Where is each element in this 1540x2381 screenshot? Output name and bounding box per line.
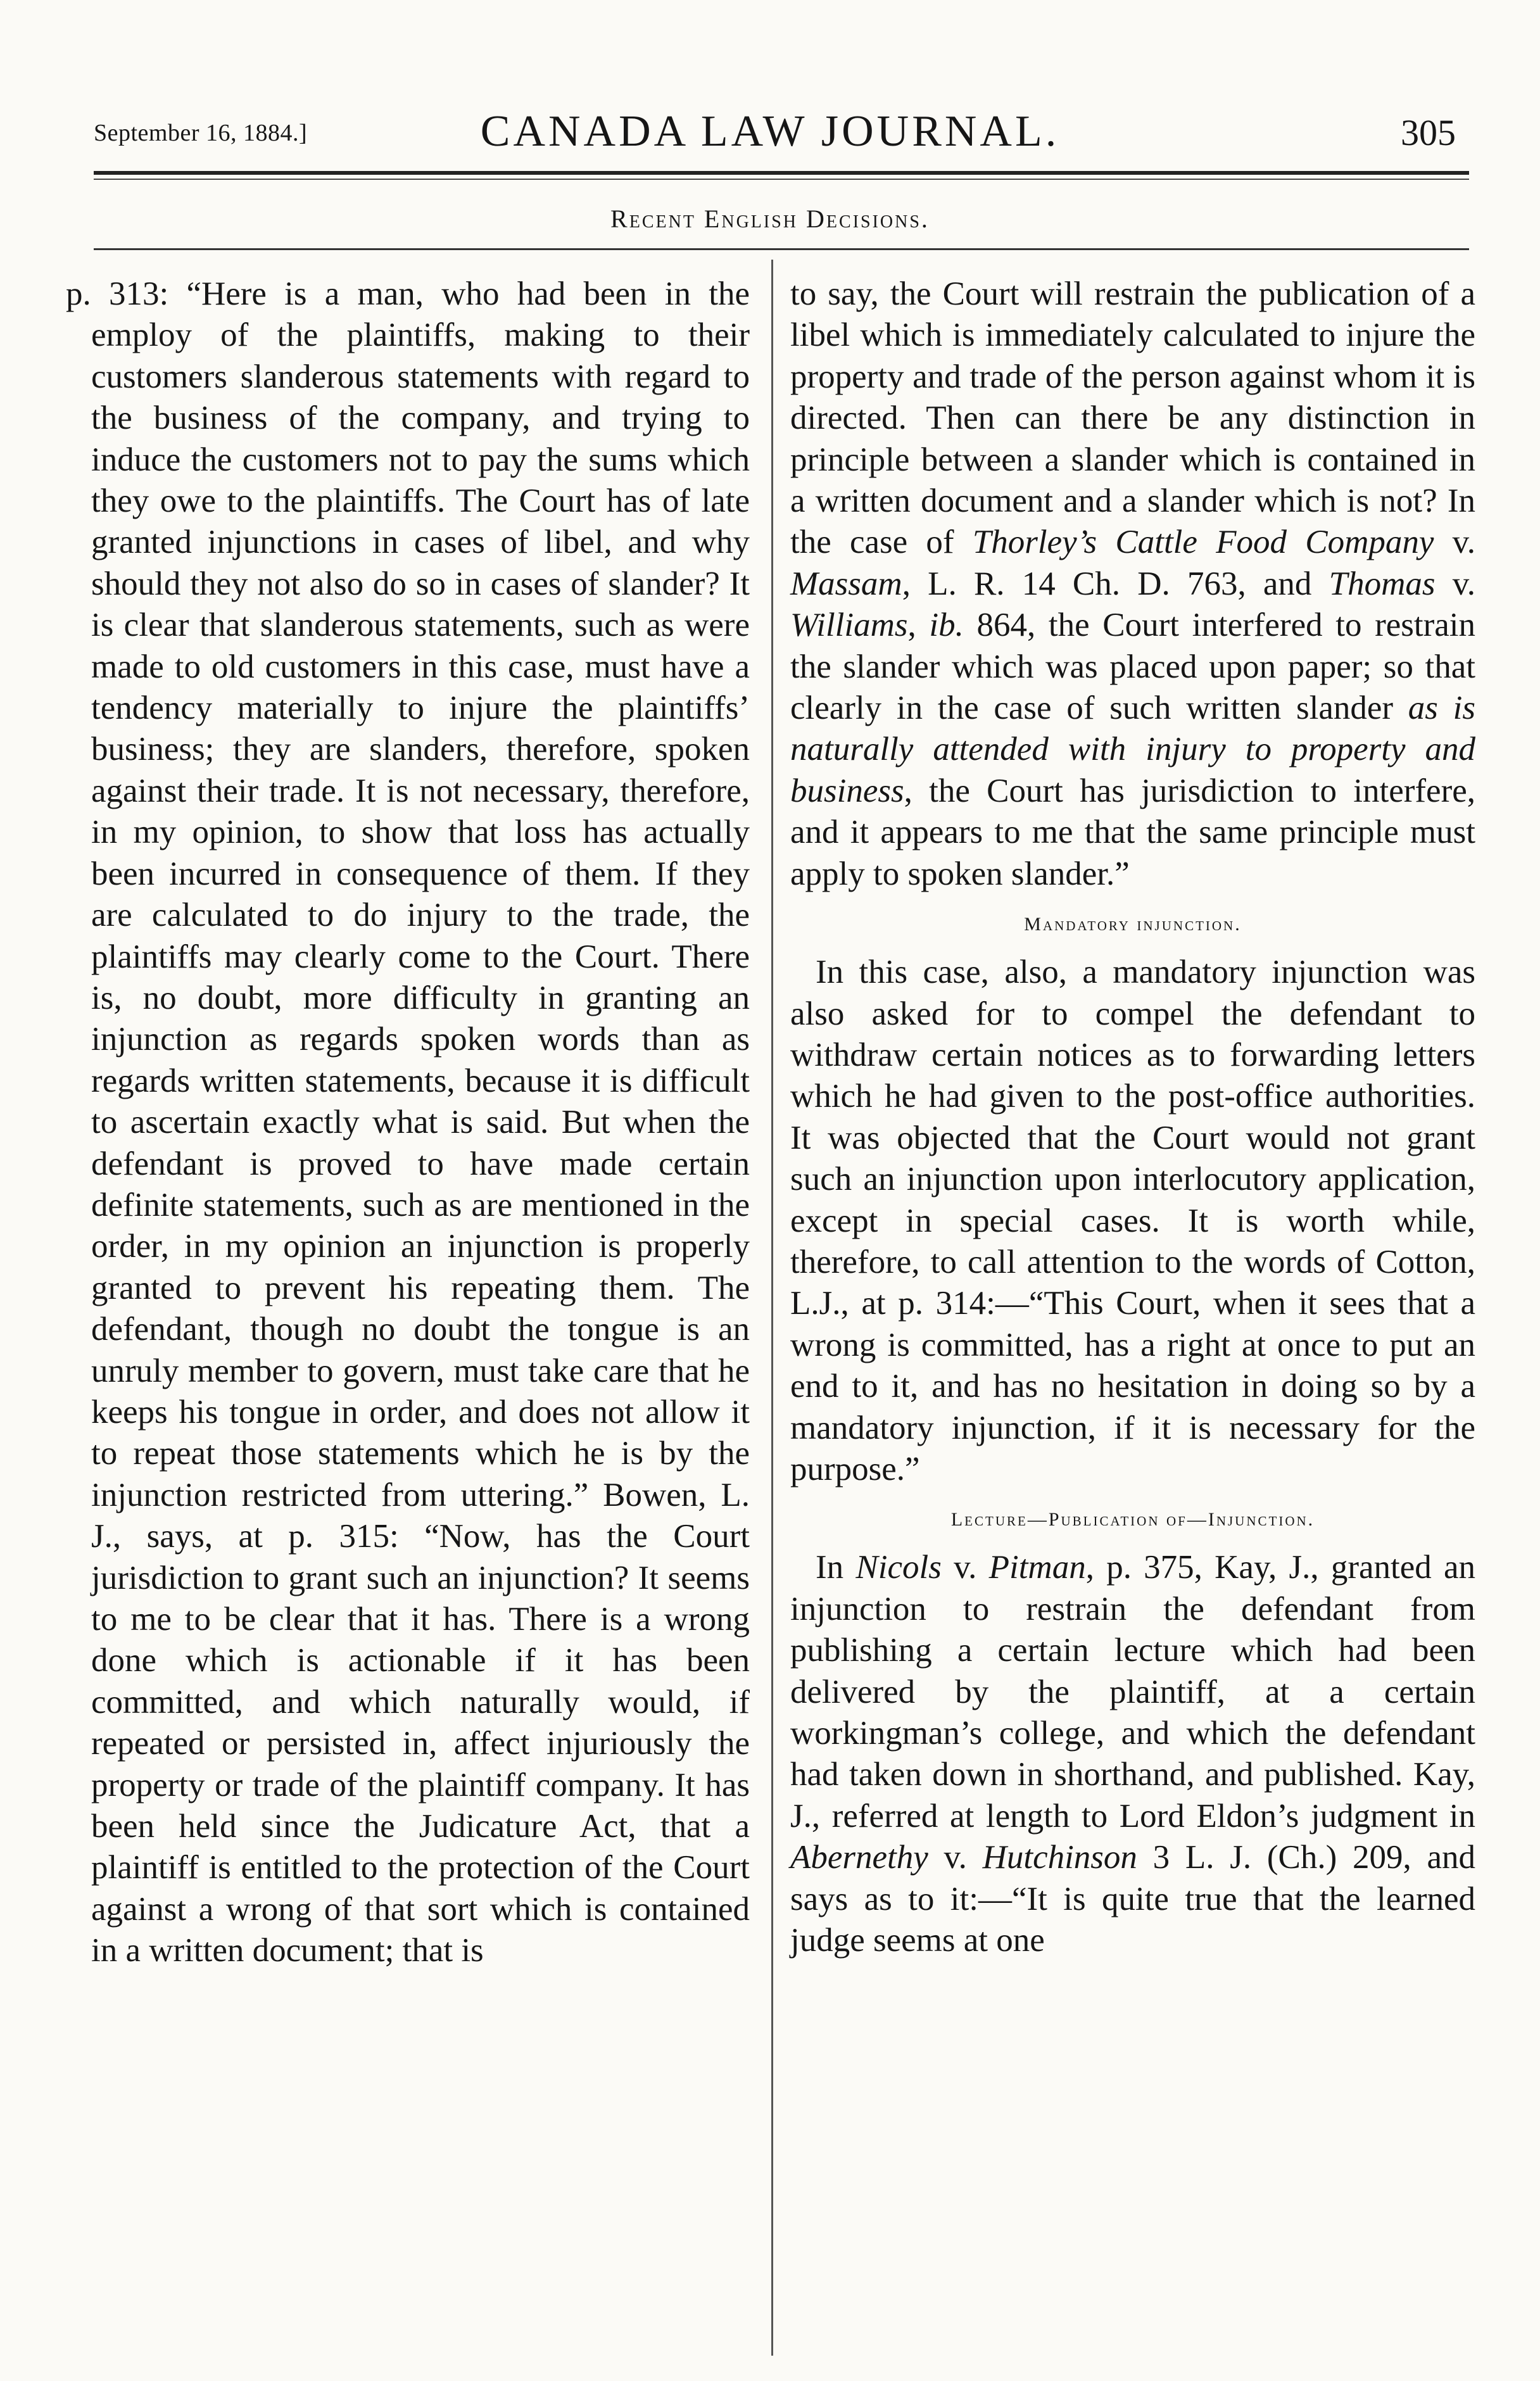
column-divider <box>771 260 773 2356</box>
header-rule-thick <box>94 171 1469 175</box>
continuation-paragraph: to say, the Court will restrain the publication of a libel which is immediately calculated to injure the property and trade of the person against whom it is directed. Then can there be any distinction in principle between a slander which is contained in a written document and a slander which is not? In the case of Thorley’s Cattle Food Company v. Massam, L. R. 14 Ch. D. 763, and Thomas v. Williams, ib. 864, the Court interfered to restrain the slander which was placed upon paper; so that clearly in the case of such written slander as is naturally attended with injury to property and business, the Court has jurisdiction to interfere, and it appears to me that the same principle must apply to spoken slander.” <box>790 275 1476 892</box>
party-name: Williams <box>790 607 908 644</box>
section-rule <box>94 248 1469 250</box>
left-column <box>66 274 750 1972</box>
case-name: Nicols <box>855 1549 942 1586</box>
case-name: Thorley’s Cattle Food Company <box>972 524 1434 561</box>
lecture-publication-paragraph: In Nicols v. Pitman, p. 375, Kay, J., granted an injunction to restrain the defendant from publishing a certain lecture which had been delivered by the plaintiff, at a certain workingman’s college, and which the defendant had taken down in shorthand, and published. Kay, J., referred at length to Lord Eldon’s judgment in Abernethy v. Hutchinson 3 L. J. (Ch.) 209, and says as to it:—“It is quite true that the learned judge seems at one <box>790 1549 1476 1959</box>
party-name: Hutchinson <box>982 1839 1137 1876</box>
case-name: Abernethy <box>790 1839 928 1876</box>
subheading-lecture-publication: Lecture—Publication of—Injunction. <box>950 1509 1315 1531</box>
right-column <box>790 274 1475 1961</box>
case-name: Thomas <box>1329 565 1436 602</box>
page-number: 305 <box>1401 112 1456 153</box>
emphasized-phrase: as is naturally attended with injury to property and business <box>790 690 1475 809</box>
left-column-text: p. 313: “Here is a man, who had been in the employ of the plaintiffs, making to their customers slanderous statements with regard to the business of the company, and trying to induce the customers not to pay the sums which they owe to the plaintiffs. The Court has of late granted injunctions in cases of libel, and why should they not also do so in cases of slander? It is clear that slanderous statements, such as were made to old customers in this case, must have a tendency materially to injure the plaintiffs’ business; they are slanders, therefore, spoken against their trade. It is not necessary, therefore, in my opinion, to show that loss has actually been incurred in consequence of them. If they are calculated to do injury to the trade, the plaintiffs may clearly come to the Court. There is, no doubt, more difficulty in granting an injunction as regards spoken words than as regards written statements, because it is difficult to ascertain exactly what is said. But when the defendant is proved to have made certain definite statements, such as are mentioned in the order, in my opinion an injunction is properly granted to prevent his repeating them. The defendant, though no doubt the tongue is an unruly member to govern, must take care that he keeps his tongue in order, and does not allow it to repeat those statements which he is by the injunction restricted from uttering.” Bowen, L. J., says, at p. 315: “Now, has the Court jurisdiction to grant such an injunction? It seems to me to be clear that it has. There is a wrong done which is actionable if it has been committed, and which naturally would, if repeated or persisted in, affect injuriously the property or trade of the plaintiff company. It has been held since the Judicature Act, that a plaintiff is entitled to the protection of the Court against a wrong of that sort which is contained in a written document; that is <box>66 275 750 1969</box>
issue-date: September 16, 1884.] <box>94 120 308 146</box>
party-name: Pitman <box>988 1549 1086 1586</box>
section-title: Recent English Decisions. <box>610 205 930 233</box>
ibid-reference: ib. <box>929 607 964 644</box>
subheading-mandatory-injunction: Mandatory injunction. <box>1024 914 1242 935</box>
journal-title: CANADA LAW JOURNAL. <box>480 107 1060 156</box>
party-name: Massam <box>790 565 902 602</box>
mandatory-injunction-paragraph: In this case, also, a mandatory injunction was also asked for to compel the defendant to withdraw certain notices as to forwarding letters which he had given to the post-office authorities. It was objected that the Court would not grant such an injunction upon interlocutory application, except in special cases. It is worth while, therefore, to call attention to the words of Cotton, L.J., at p. 314:—“This Court, when it sees that a wrong is committed, has a right at once to put an end to it, and has no hesitation in doing so by a mandatory injunction, if it is necessary for the purpose.” <box>790 954 1475 1487</box>
running-head <box>0 0 1540 165</box>
header-rule-thin <box>94 179 1469 180</box>
